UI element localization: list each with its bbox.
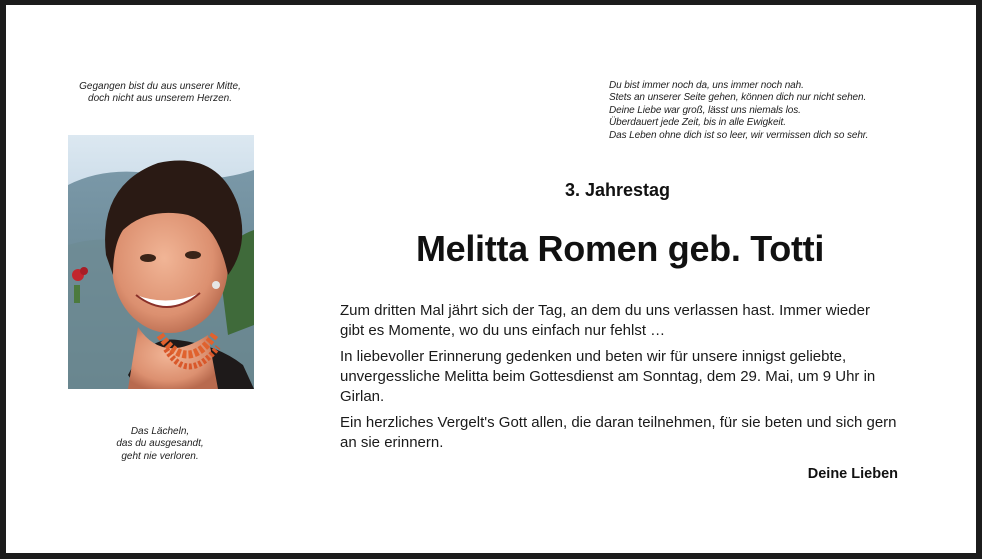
- left-bottom-verse: [62, 426, 258, 463]
- verse-line: Das Lächeln,: [130, 426, 190, 437]
- verse-line: geht nie verloren.: [121, 450, 199, 462]
- verse-line: Gegangen bist du aus unserer Mitte,: [79, 81, 241, 92]
- body-paragraph: Ein herzliches Vergelt's Gott allen, die daran teilnehmen, für sie beten und sich gern an sie erinnern.: [340, 414, 897, 451]
- verse-line: Deine Liebe war groß, lässt uns niemals los.: [609, 104, 801, 116]
- deceased-name: Melitta Romen geb. Totti: [415, 228, 825, 269]
- verse-line: das du ausgesandt,: [116, 438, 204, 450]
- anniversary-heading: 3. Jahrestag: [564, 180, 671, 200]
- body-paragraph: In liebevoller Erinnerung gedenken und beten wir für unsere innigst geliebte, unvergessliche Melitta beim Gottesdienst am Sonntag, dem 29. Mai, um 9 Uhr in Girlan.: [340, 348, 876, 405]
- signature: Deine Lieben: [807, 466, 898, 482]
- verse-line: Du bist immer noch da, uns immer noch nah.: [609, 80, 804, 91]
- verse-line: doch nicht aus unserem Herzen.: [88, 93, 232, 105]
- notice-body: [340, 301, 898, 459]
- body-paragraph: Zum dritten Mal jährt sich der Tag, an dem du uns verlassen hast. Immer wieder gibt es Momente, wo du uns einfach nur fehlst …: [340, 302, 870, 339]
- portrait-photo: [68, 135, 254, 389]
- right-top-verse: [609, 80, 909, 142]
- verse-line: Das Leben ohne dich ist so leer, wir vermissen dich so sehr.: [609, 129, 869, 141]
- verse-line: Stets an unserer Seite gehen, können dich nur nicht sehen.: [609, 92, 867, 104]
- left-top-verse: [62, 81, 258, 106]
- verse-line: Überdauert jede Zeit, bis in alle Ewigkeit.: [609, 117, 786, 129]
